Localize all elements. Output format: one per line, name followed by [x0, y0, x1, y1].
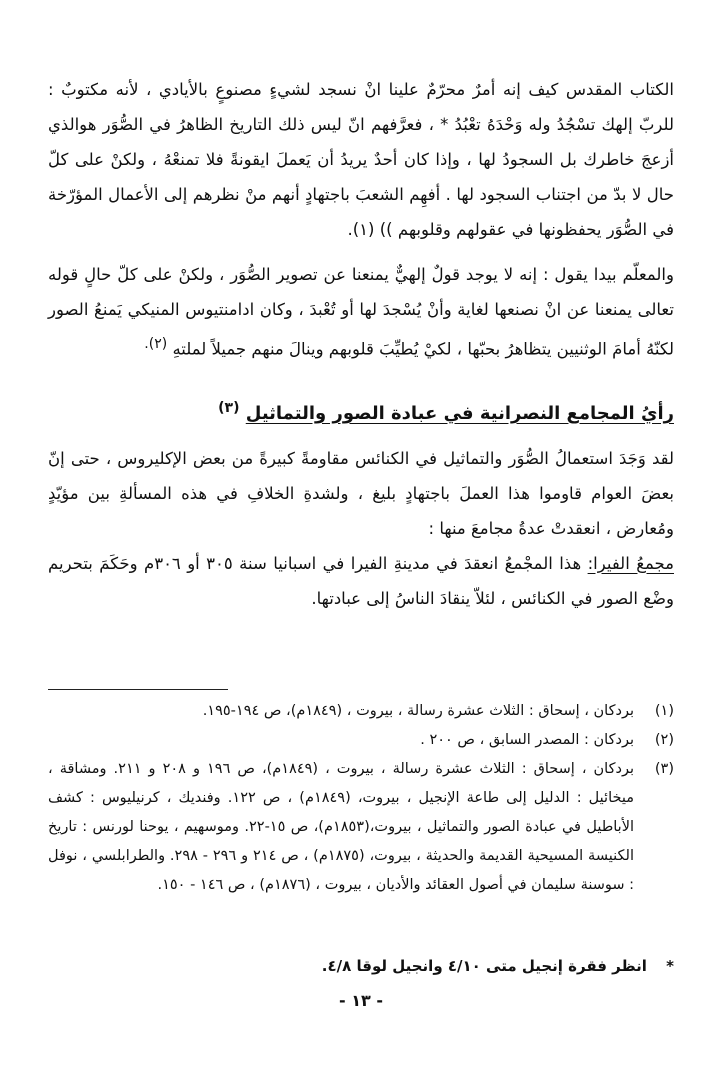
footnote-number: (١) [654, 703, 674, 719]
paragraph-4 [48, 546, 674, 616]
council-name-elvira: مجمعُ الفيرا: [587, 553, 674, 573]
footnote-3 [48, 755, 674, 900]
paragraph-3: لقد وَجَدَ استعمالُ الصُّوَر والتماثيل في الكنائس مقاومةً كبيرةً من بعض الإكليروس ، حتى إنّ بعضَ العوام قاوموا هذا العملَ باجتهادٍ بليغ ، ولشدةِ الخلافِ في هذه المسألةِ بين مؤيّدٍ ومُعارض ، انعقدتْ عدةُ مجامعَ منها : [48, 448, 674, 538]
paragraph-1: الكتاب المقدس كيف إنه أمرٌ محرّمٌ علينا انْ نسجد لشيءٍ مصنوعٍ بالأيادي ، لأنه مكتوبٌ : للربّ إلهك تسْجُدُ وله وَحْدَهُ تعْبُدُ * ، فعرَّفهم انّ ليس ذلك التاريخ الظاهرُ في الصُّوَر هوالذي أزعجَ خاطرك بل السجودُ لها ، وإذا كان أحدٌ يريدُ أن يَعملَ ايقونةً فلا تمنعْهُ ، ولكنْ على كلّ حال لا بدّ من اجتناب السجود لها . أفهِم الشعبَ باجتهادٍ أنهم منْ نظرهم إلى الأعمال المؤرّخة في الصُّوَر يحفظونها في عقولهم وقلوبهم )) (١). [48, 80, 674, 239]
footnote-2 [48, 726, 674, 755]
asterisk-symbol: * [666, 957, 674, 975]
footnote-ref-3: (٣) [218, 399, 240, 416]
footnote-divider [48, 689, 228, 690]
section-heading-text: رأيُ المجامع النصرانية في عبادة الصور والتماثيل [245, 402, 674, 424]
footnote-ref-2: (٢). [144, 336, 168, 352]
asterisk-note [48, 951, 674, 981]
paragraph-4-text: هذا المجْمعُ انعقدَ في مدينةِ الفيرا في اسبانيا سنة ٣٠٥ أو ٣٠٦م وحَكَمَ بتحريم وضْع الصور في الكنائس ، لئلاّ ينقادَ الناسُ إلى عبادتها. [48, 553, 674, 608]
footnotes [48, 697, 674, 900]
footnote-1 [48, 697, 674, 726]
page-body [48, 72, 674, 616]
footnote-text: بردكان ، إسحاق : الثلاث عشرة رسالة ، بيروت ، (١٨٤٩م)، ص ١٩٤-١٩٥. [202, 703, 634, 719]
page-number: - ١٣ - [339, 991, 383, 1010]
section-heading [48, 391, 674, 431]
footnote-number: (٢) [654, 732, 674, 748]
asterisk-note-text: انظر فقرة إنجيل متى ٤/١٠ وانجيل لوقا ٤/٨. [321, 957, 647, 975]
paragraph-2 [48, 257, 674, 367]
footnote-text: بردكان : المصدر السابق ، ص ٢٠٠ . [420, 732, 634, 748]
footnote-number: (٣) [654, 761, 674, 777]
paragraph-2-text: والمعلّم بيدا يقول : إنه لا يوجد قولٌ إلهيٌّ يمنعنا عن تصوير الصُّوَر ، ولكنْ على كلّ حالٍ قوله تعالى يمنعنا عن انْ نصنعها لغاية وأنْ يُسْجدَ لها أو تُعْبدَ ، وكان ادامنتيوس المنيكي يَمنعُ الصور لكنّهُ أمامَ الوثنيين يتظاهرُ بحبّها ، لكيْ يُطيِّبَ قلوبهم وينالَ منهم جميلاً لملتهِ [48, 265, 674, 359]
footnote-text: بردكان ، إسحاق : الثلاث عشرة رسالة ، بيروت ، (١٨٤٩م)، ص ١٩٦ و ٢٠٨ و ٢١١. ومشاقة ، ميخائيل : الدليل إلى طاعة الإنجيل ، بيروت، (١٨٤٩م) ، ص ١٢٢. وفنديك ، كرنيليوس : كشف الأباطيل في عبادة الصور والتماثيل ، بيروت،(١٨٥٣م)، ص ١٥-٢٢. وموسهيم ، يوحنا لورنس : تاريخ الكنيسة المسيحية القديمة والحديثة ، بيروت، (١٨٧٥م) ، ص ٢١٤ و ٢٩٦ - ٢٩٨. والطرابلسي ، نوفل : سوسنة سليمان في أصول العقائد والأديان ، بيروت ، (١٨٧٦م) ، ص ١٤٦ - ١٥٠. [48, 761, 634, 893]
